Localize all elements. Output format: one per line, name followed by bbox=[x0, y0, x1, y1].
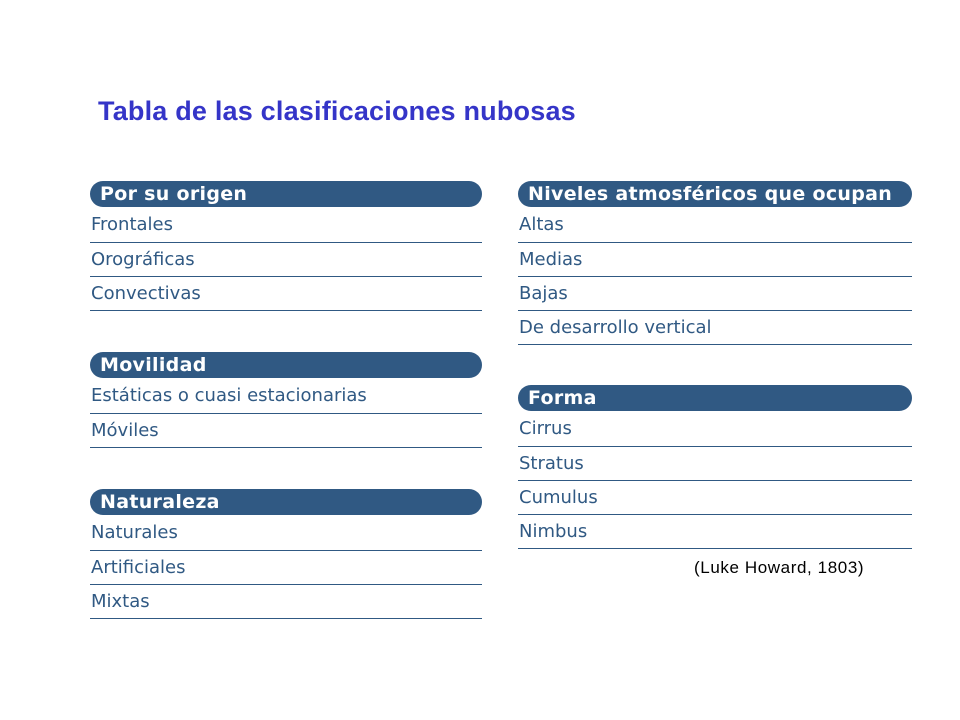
section-naturaleza bbox=[90, 489, 482, 619]
list-item: Nimbus bbox=[518, 515, 912, 549]
section-origen bbox=[90, 181, 482, 311]
list-item: Medias bbox=[518, 243, 912, 277]
section-list bbox=[90, 207, 482, 311]
section-header: Movilidad bbox=[90, 352, 482, 378]
section-list bbox=[90, 378, 482, 448]
list-item: Bajas bbox=[518, 277, 912, 311]
section-header: Niveles atmosféricos que ocupan bbox=[518, 181, 912, 207]
list-item: Cumulus bbox=[518, 481, 912, 515]
list-item: Cirrus bbox=[518, 411, 912, 447]
list-item: Naturales bbox=[90, 515, 482, 551]
list-item: Stratus bbox=[518, 447, 912, 481]
section-header: Naturaleza bbox=[90, 489, 482, 515]
section-list bbox=[518, 207, 912, 345]
list-item: Orográficas bbox=[90, 243, 482, 277]
section-list bbox=[518, 411, 912, 549]
list-item: Convectivas bbox=[90, 277, 482, 311]
list-item: Altas bbox=[518, 207, 912, 243]
list-item: Frontales bbox=[90, 207, 482, 243]
section-header: Por su origen bbox=[90, 181, 482, 207]
citation: (Luke Howard, 1803) bbox=[694, 558, 865, 577]
list-item: Artificiales bbox=[90, 551, 482, 585]
list-item: Estáticas o cuasi estacionarias bbox=[90, 378, 482, 414]
list-item: Mixtas bbox=[90, 585, 482, 619]
section-niveles bbox=[518, 181, 912, 345]
section-movilidad bbox=[90, 352, 482, 448]
list-item: De desarrollo vertical bbox=[518, 311, 912, 345]
list-item: Móviles bbox=[90, 414, 482, 448]
section-forma bbox=[518, 385, 912, 549]
section-header: Forma bbox=[518, 385, 912, 411]
page-title: Tabla de las clasificaciones nubosas bbox=[98, 96, 576, 126]
section-list bbox=[90, 515, 482, 619]
